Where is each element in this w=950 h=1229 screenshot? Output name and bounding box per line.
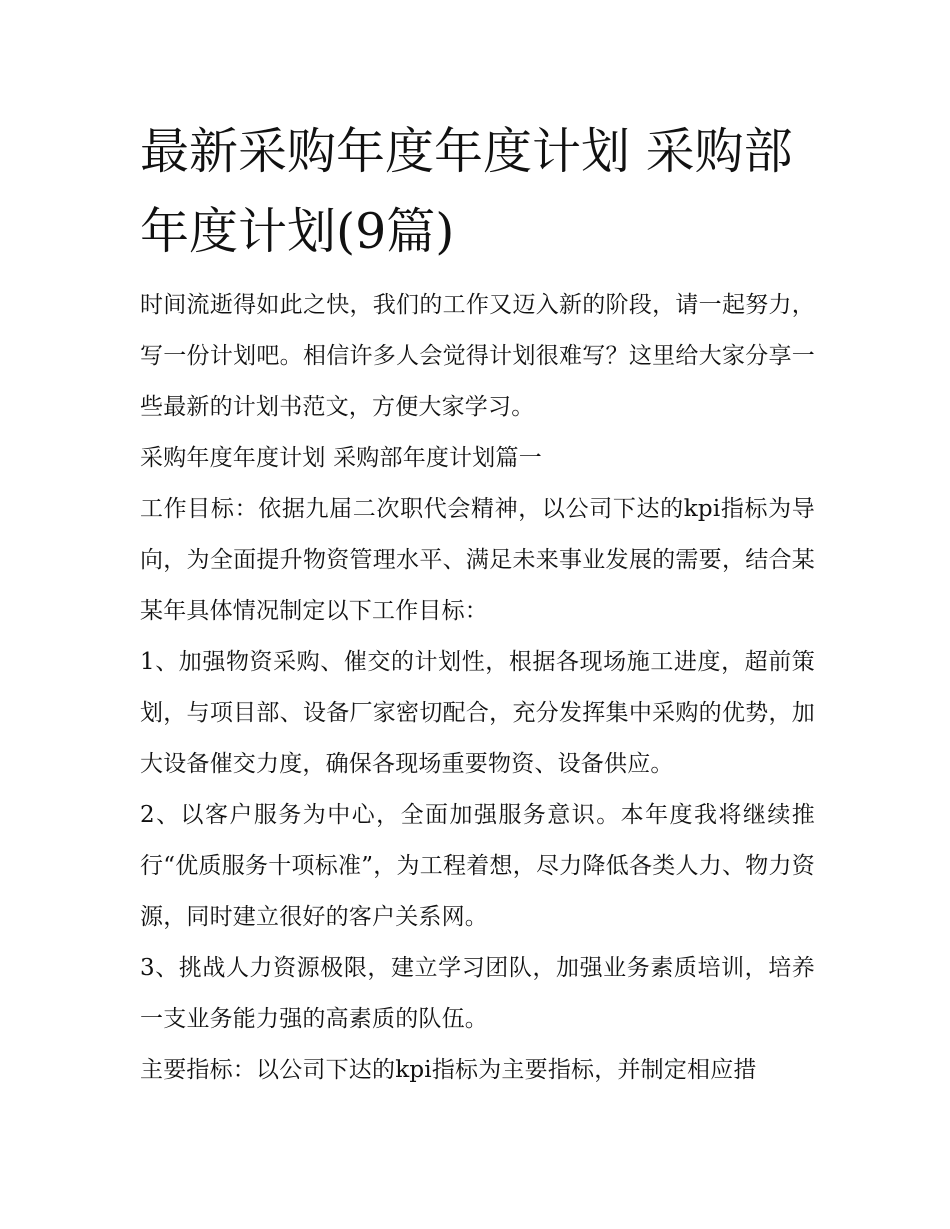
main-indicators-paragraph: 主要指标：以公司下达的kpi指标为主要指标，并制定相应措 (140, 1057, 757, 1083)
document-title: 最新采购年度年度计划 采购部年度计划(9篇) (140, 123, 793, 260)
document-page (140, 112, 815, 1096)
goal-item-2: 2、以客户服务为中心，全面加强服务意识。本年度我将继续推行“优质服务十项标准”，为工程着想，尽力降低各类人力、物力资源，同时建立很好的客户关系网。 (140, 802, 815, 930)
goal-item-3: 3、挑战人力资源极限，建立学习团队，加强业务素质培训，培养一支业务能力强的高素质的队伍。 (140, 955, 815, 1032)
work-goals-paragraph: 工作目标：依据九届二次职代会精神，以公司下达的kpi指标为导向，为全面提升物资管理水平、满足未来事业发展的需要，结合某某年具体情况制定以下工作目标： (140, 496, 815, 624)
goal-item-1: 1、加强物资采购、催交的计划性，根据各现场施工进度，超前策划，与项目部、设备厂家密切配合，充分发挥集中采购的优势，加大设备催交力度，确保各现场重要物资、设备供应。 (140, 649, 815, 777)
section-heading: 采购年度年度计划 采购部年度计划篇一 (140, 445, 542, 471)
intro-paragraph: 时间流逝得如此之快，我们的工作又迈入新的阶段，请一起努力，写一份计划吧。相信许多人会觉得计划很难写？这里给大家分享一些最新的计划书范文，方便大家学习。 (140, 292, 815, 420)
